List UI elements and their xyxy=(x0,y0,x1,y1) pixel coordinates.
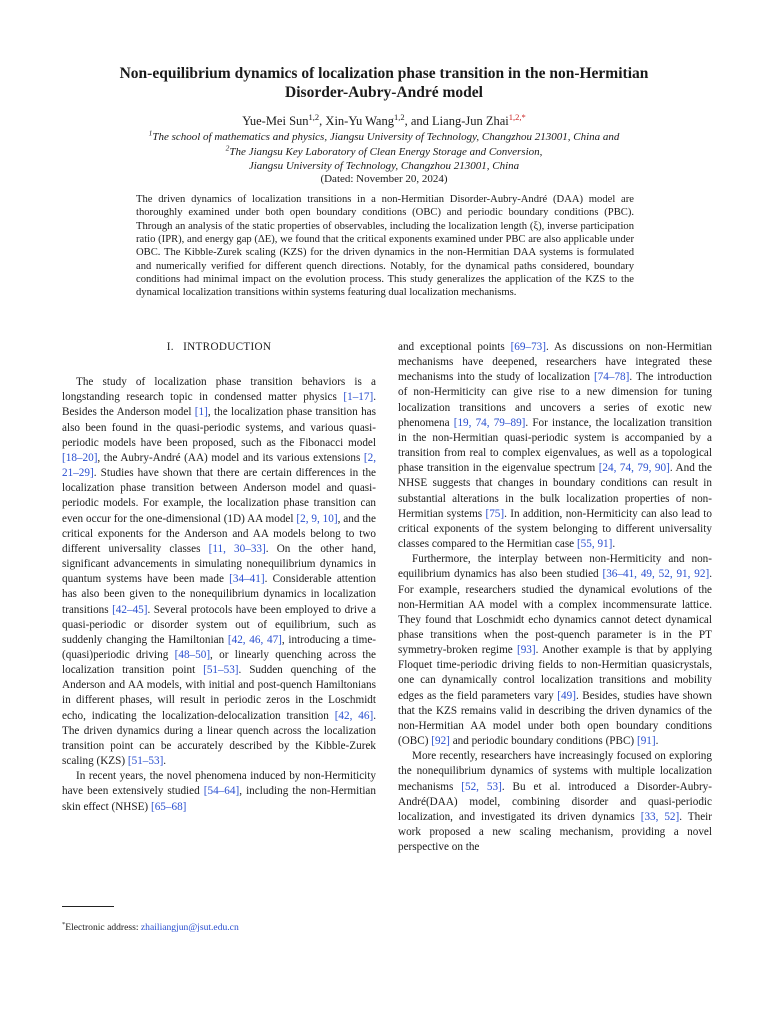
left-column-body xyxy=(62,375,376,815)
affiliation-mark: 1 xyxy=(148,128,153,138)
citation-link[interactable]: [52, 53] xyxy=(461,780,502,793)
paragraph-text: . For example, researchers studied the dynamical evolutions of the non-Hermitian AA model with a complex incommensurate lattice. They found that Loschmidt echo dynamics cannot detect dynamical phase transitions when the post-quench parameter is in the PT symmetry-broken regime xyxy=(398,568,712,657)
citation-link[interactable]: [65–68] xyxy=(150,800,187,813)
footnote-rule xyxy=(62,906,114,907)
affiliation-2-continued xyxy=(60,159,708,173)
paragraph-text: . Several protocols have been employed to drive a quasi-periodic or disorder system out of equilibrium, such as suddenly changing the Hamiltonian xyxy=(62,603,376,646)
affiliation-mark: 2 xyxy=(225,143,230,153)
citation-link[interactable]: [49] xyxy=(557,689,576,702)
paragraph-text: . The driven dynamics during a linear quench across the localization transition point can be accurately described by the Kibble-Zurek scaling (KZS) xyxy=(62,709,376,768)
footnote xyxy=(62,922,239,934)
author-affiliation-mark: 1,2,* xyxy=(508,111,526,122)
paragraph-text: , and the critical exponents for the Anderson and AA models belong to two different universality classes xyxy=(62,512,376,555)
paragraph-text: . Their work proposed a new scaling mechanism, providing a novel perspective on the xyxy=(398,810,713,854)
paragraph-text: and exceptional points xyxy=(398,341,511,353)
author-name: Xin-Yu Wang xyxy=(325,114,394,128)
citation-link[interactable]: [11, 30–33] xyxy=(208,542,266,555)
citation-link[interactable]: [69–73] xyxy=(510,341,546,353)
affiliation-text: The Jiangsu Key Laboratory of Clean Energy Storage and Conversion, xyxy=(229,146,543,158)
citation-link[interactable]: [42, 46] xyxy=(334,709,374,722)
citation-link[interactable]: [54–64] xyxy=(203,785,240,798)
citation-link[interactable]: [1–17] xyxy=(343,391,374,404)
paragraph-text: . Another example is that by applying Floquet time-periodic driving fields to non-Hermitian quasicrystals, one can dynamically control localization transitions and mobility edges as the field parameters vary xyxy=(398,644,712,702)
author-name: Yue-Mei Sun xyxy=(242,114,309,128)
affiliation-text: The school of mathematics and physics, Jiangsu University of Technology, Changzhou 213001, China and xyxy=(152,131,620,143)
citation-link[interactable]: [18–20] xyxy=(62,451,98,464)
title-line-2: Disorder-Aubry-André model xyxy=(285,84,483,101)
citation-link[interactable]: [74–78] xyxy=(593,371,630,384)
dated-line: (Dated: November 20, 2024) xyxy=(320,173,448,185)
paragraph-text: . The introduction of non-Hermiticity can give rise to a new dimension for tuning localization transitions and uncovers a series of exotic new phenomena xyxy=(398,371,712,429)
paragraph-text: . xyxy=(163,755,167,768)
body-paragraph xyxy=(62,769,376,814)
body-paragraph xyxy=(398,749,712,855)
citation-link[interactable]: [51–53] xyxy=(127,755,164,768)
citation-link[interactable]: [51–53] xyxy=(203,664,239,677)
email-link[interactable]: zhailiangjun@jsut.edu.cn xyxy=(140,922,239,933)
section-heading xyxy=(62,340,376,355)
paragraph-text: . As discussions on non-Hermitian mechanisms have deepened, researchers have integrated these mechanisms into the study of localization xyxy=(398,341,712,384)
citation-link[interactable]: [42, 46, 47] xyxy=(227,633,282,646)
title-line-1: Non-equilibrium dynamics of localization phase transition in the non-Hermitian xyxy=(119,65,649,82)
citation-link[interactable]: [93] xyxy=(516,644,536,657)
author-affiliation-mark: 1,2 xyxy=(393,111,405,122)
citation-link[interactable]: [92] xyxy=(431,735,450,748)
citation-link[interactable]: [2, 21–29] xyxy=(62,451,376,480)
paragraph-text: , or linearly quenching across the localization transition point xyxy=(62,648,376,677)
author-affiliation-mark: 1,2 xyxy=(308,111,320,122)
author-name: Liang-Jun Zhai xyxy=(432,114,509,128)
body-paragraph xyxy=(62,375,376,769)
paragraph-text: , introducing a time-(quasi)periodic driving xyxy=(62,633,377,661)
citation-link[interactable]: [55, 91] xyxy=(576,538,613,551)
paragraph-text: . Studies have shown that there are certain differences in the localization phase transition between Anderson model and quasi-periodic models. For example, the localization phase transition can even occur for the one-dimensional (1D) AA model xyxy=(62,467,376,525)
abstract: The driven dynamics of localization transitions in a non-Hermitian Disorder-Aubry-André (DAA) model are thoroughly examined under both open boundary conditions (OBC) and periodic boundary conditions (PBC). Through an analysis of the static properties of observables, including the localization length (ξ), inverse participation ratio (IPR), and energy gap (ΔE), we found that the critical exponents examined under PBC are also applicable under OBC. The Kibble-Zurek scaling (KZS) for the driven dynamics in the non-Hermitian DAA systems is formulated and numerically verified for different quench directions. Notably, for the dynamical paths considered, boundary conditions had minimal impact on the evolution process. This study generalizes the application of the KZS to the dynamical localization transitions within systems featuring dual localization mechanisms. xyxy=(136,194,634,299)
affiliation-2 xyxy=(60,145,708,159)
citation-link[interactable]: [33, 52] xyxy=(640,810,680,823)
right-column xyxy=(398,340,712,960)
right-column-body xyxy=(398,340,712,855)
paragraph-text: . xyxy=(612,538,616,551)
paragraph-text: , including the non-Hermitian skin effect (NHSE) xyxy=(62,785,376,813)
left-column xyxy=(62,340,376,880)
paragraph-text: . Besides the Anderson model xyxy=(62,391,376,419)
citation-link[interactable]: [36–41, 49, 52, 91, 92] xyxy=(602,568,710,581)
paragraph-text: More recently, researchers have increasingly focused on exploring the nonequilibrium dynamics of systems with multiple localization mechanisms xyxy=(398,750,712,793)
section-title: INTRODUCTION xyxy=(183,341,272,353)
affiliation-text: Jiangsu University of Technology, Changzhou 213001, China xyxy=(248,160,520,172)
paragraph-text: , the Aubry-André (AA) model and its various extensions xyxy=(97,451,364,464)
paragraph-text: . For instance, the localization transition in the non-Hermitian quasi-periodic system is accompanied by a transition from real to complex eigenvalues, as well as a topological phase transition in the eigenvalue spectrum xyxy=(398,416,712,475)
footnote-label: Electronic address: xyxy=(65,922,141,933)
paragraph-text: . And the NHSE suggests that changes in boundary conditions can result in substantial alterations in the bulk localization properties of non-Hermitian systems xyxy=(398,462,712,520)
paragraph-text: . On the other hand, significant advancements in simulating nonequilibrium dynamics in quantum systems have been made xyxy=(62,542,376,586)
footnote-mark: * xyxy=(62,920,66,928)
paragraph-text: In recent years, the novel phenomena induced by non-Hermiticity have been extensively studied xyxy=(62,770,376,798)
citation-link[interactable]: [75] xyxy=(485,507,505,520)
paragraph-text: . Sudden quenching of the Anderson and AA models, with initial and post-quench Hamiltonians in different phases, will result in periodic zeros in the Loschmidt echo, indicating the localization-delocalization transition xyxy=(62,664,376,722)
author-separator: , and xyxy=(404,114,433,128)
body-paragraph xyxy=(398,552,712,749)
paragraph-text: Furthermore, the interplay between non-Hermiticity and non-equilibrium dynamics has also been studied xyxy=(398,553,712,581)
paragraph-text: The study of localization phase transition behaviors is a longstanding research topic in condensed matter physics xyxy=(62,376,376,404)
paragraph-text: . xyxy=(655,735,659,748)
citation-link[interactable]: [91] xyxy=(636,735,656,748)
paragraph-text: . Considerable attention has also been given to the nonequilibrium dynamics in localization transitions xyxy=(62,573,376,616)
citation-link[interactable]: [19, 74, 79–89] xyxy=(453,416,526,429)
paragraph-text: . Besides, studies have shown that the KZS remains valid in describing the driven dynamics of the non-Hermitian AA model under both open boundary conditions (OBC) xyxy=(398,689,712,748)
body-paragraph xyxy=(398,340,712,552)
section-number: I. xyxy=(166,341,174,353)
paragraph-text: and periodic boundary conditions (PBC) xyxy=(449,735,637,748)
paper-title xyxy=(60,64,708,102)
citation-link[interactable]: [2, 9, 10] xyxy=(296,512,338,525)
citation-link[interactable]: [24, 74, 79, 90] xyxy=(598,462,670,475)
author-list xyxy=(60,113,708,129)
affiliation-1 xyxy=(60,130,708,144)
citation-link[interactable]: [42–45] xyxy=(112,603,148,616)
paragraph-text: , the localization phase transition has also been found in the quasi-periodic systems, and various quasi-periodic models have been proposed, such as the Fibonacci model xyxy=(62,406,376,449)
author-separator: , xyxy=(319,114,326,128)
citation-link[interactable]: [34–41] xyxy=(229,573,265,586)
paragraph-text: . In addition, non-Hermiticity can also lead to critical exponents of the system belonging to different universality classes compared to the Hermitian case xyxy=(398,507,712,551)
paragraph-text: . Bu et al. introduced a Disorder-Aubry-André(DAA) model, combining disorder and quasi-periodic localization, and investigated its driven dynamics xyxy=(398,780,712,823)
citation-link[interactable]: [1] xyxy=(194,406,208,419)
citation-link[interactable]: [48–50] xyxy=(174,648,211,661)
